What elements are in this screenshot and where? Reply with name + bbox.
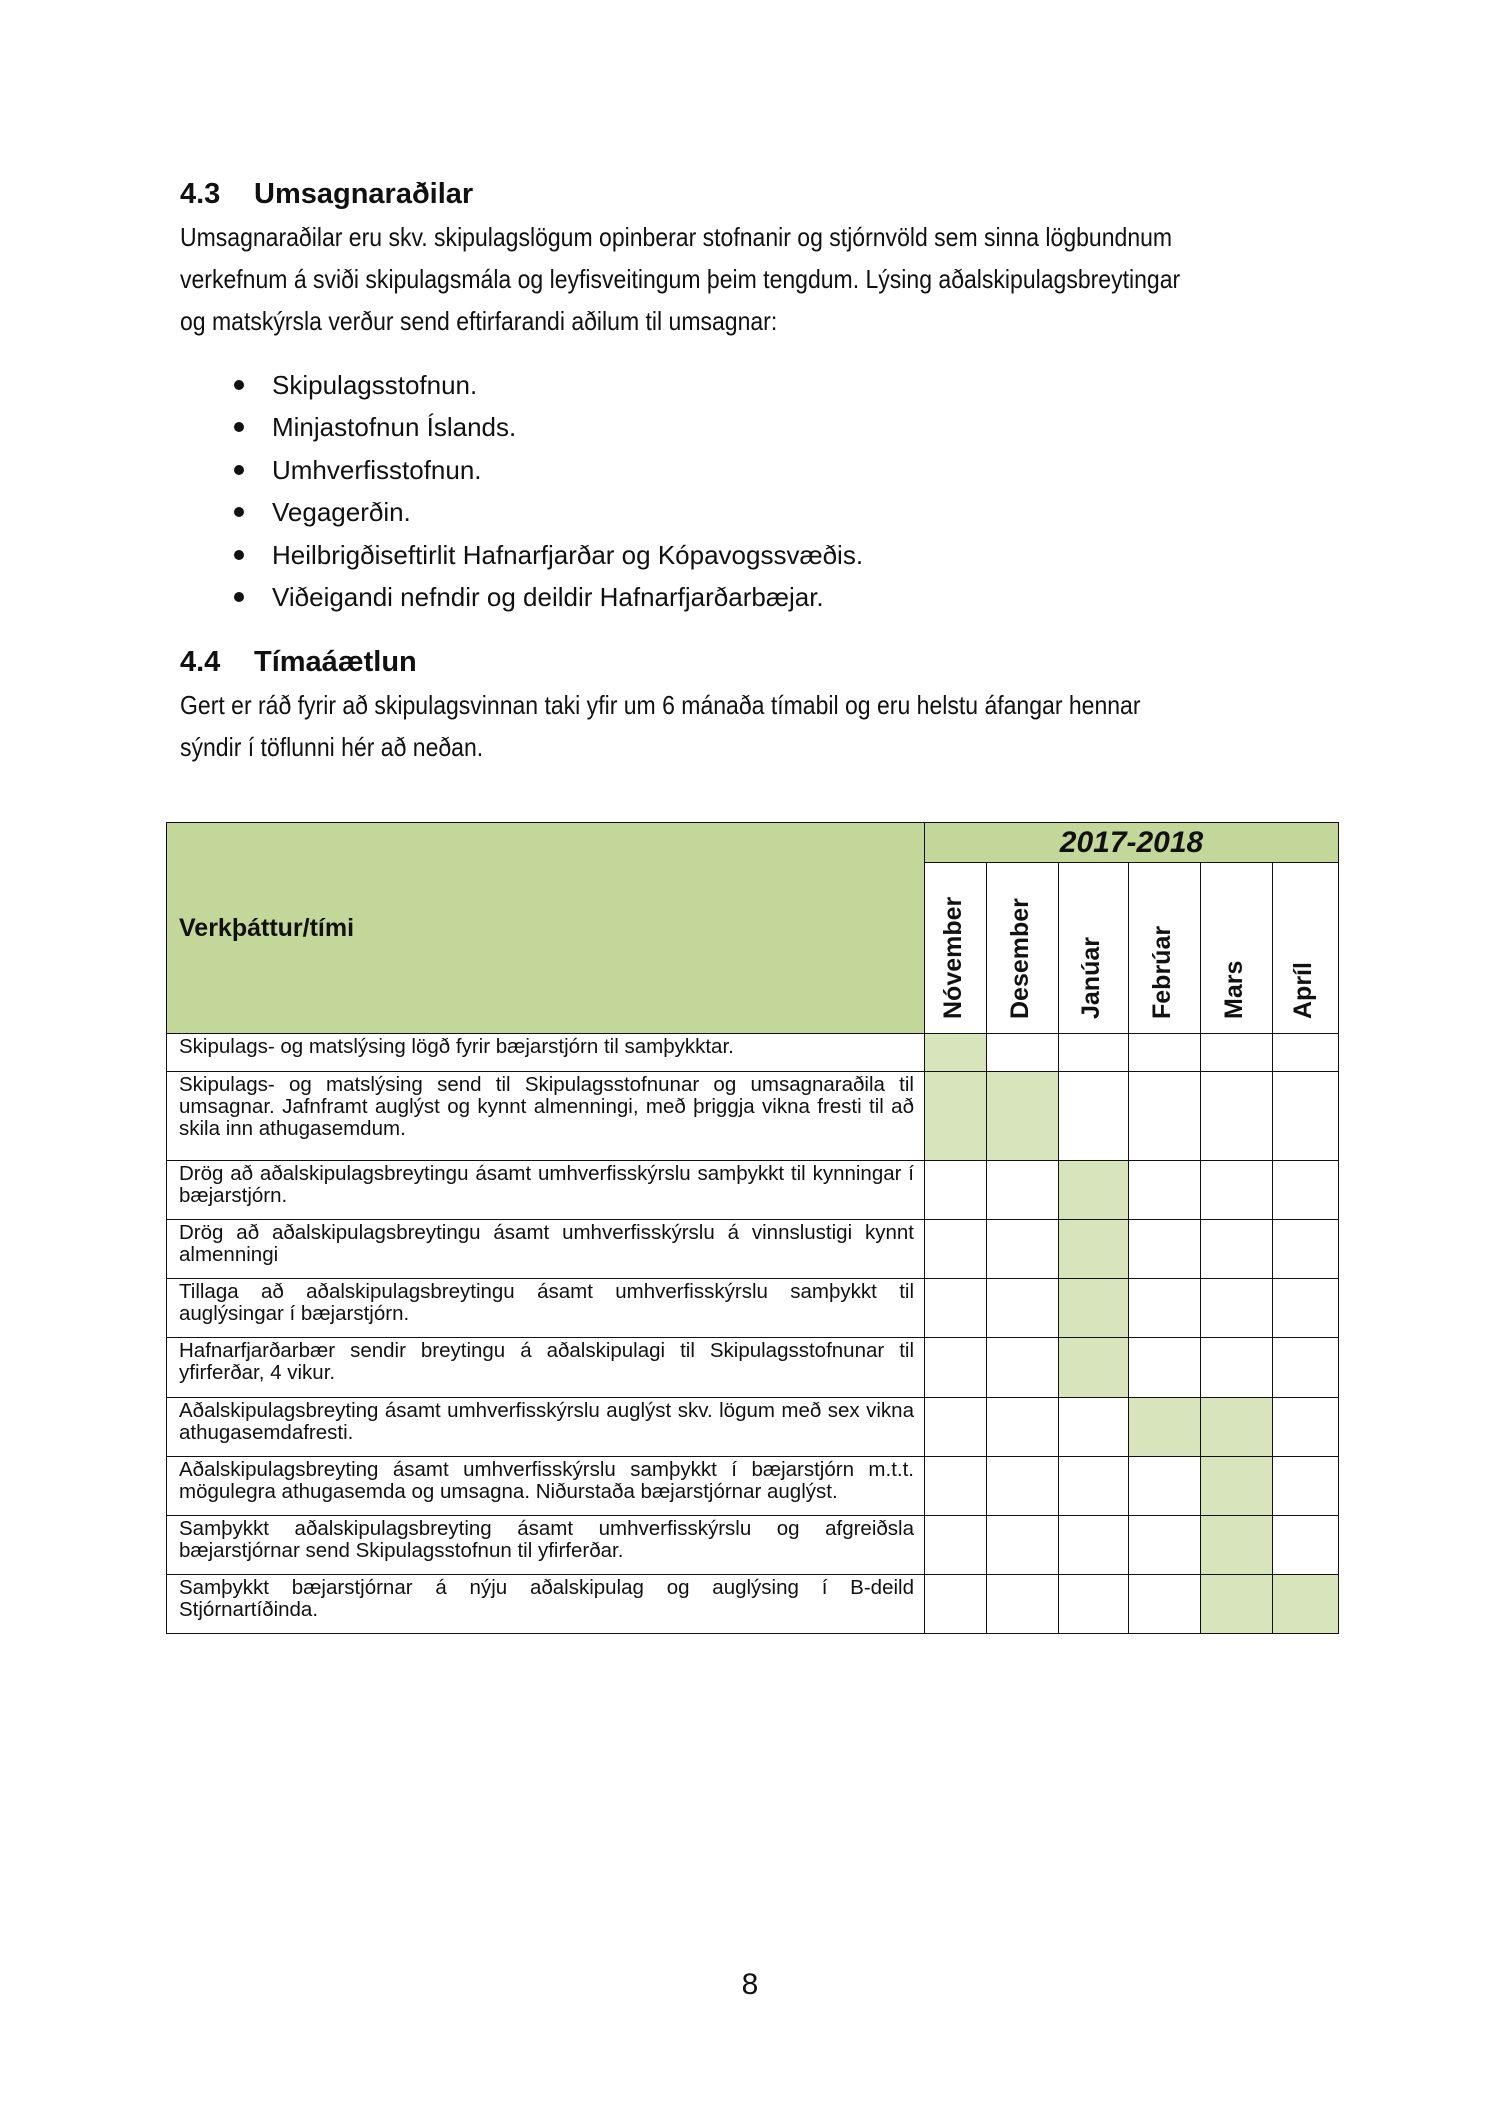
schedule-cell [987,1575,1059,1634]
table-row [167,1575,1339,1634]
table-row [167,1398,1339,1457]
schedule-cell [1129,1072,1201,1161]
schedule-cell [987,1457,1059,1516]
list-item: Viðeigandi nefndir og deildir Hafnarfjarðarbæjar. [180,576,863,618]
section-title: Umsagnaraðilar [254,178,474,210]
schedule-cell [1273,1161,1339,1220]
section-paragraph-4-4: Gert er ráð fyrir að skipulagsvinnan taki yfir um 6 mánaða tímabil og eru helstu áfangar hennar sýndir í töflunni hér að neðan. [180,690,1141,762]
schedule-cell [1059,1398,1129,1457]
schedule-cell [925,1575,987,1634]
schedule-cell [1273,1279,1339,1338]
table-row [167,1516,1339,1575]
bullet-list [180,364,863,618]
schedule-cell [1129,1034,1201,1072]
table-row [167,1457,1339,1516]
schedule-cell [1129,1161,1201,1220]
schedule-cell-active [987,1072,1059,1161]
month-label: Desember [1005,898,1034,1019]
schedule-cell-active [1059,1338,1129,1398]
section-number: 4.3 [180,178,221,210]
schedule-cell [987,1398,1059,1457]
month-header-december [987,863,1059,1034]
schedule-cell-active [1059,1220,1129,1279]
schedule-cell [925,1161,987,1220]
schedule-cell [1059,1516,1129,1575]
task-label: Skipulags- og matslýsing send til Skipulagsstofnunar og umsagnaraðila til umsagnar. Jafnframt auglýst og kynnt almenningi, með þriggja vikna fresti til að skila inn athugasemdum. [167,1072,925,1161]
schedule-cell [987,1279,1059,1338]
table-row [167,1072,1339,1161]
month-label: Janúar [1076,937,1105,1019]
schedule-cell [1273,1072,1339,1161]
schedule-cell [925,1516,987,1575]
schedule-cell [987,1161,1059,1220]
month-label: Apríl [1288,962,1317,1019]
task-label: Samþykkt bæjarstjórnar á nýju aðalskipulag og auglýsing í B-deild Stjórnartíðinda. [167,1575,925,1634]
schedule-cell [925,1338,987,1398]
schedule-cell [1129,1516,1201,1575]
task-label: Tillaga að aðalskipulagsbreytingu ásamt umhverfisskýrslu samþykkt til auglýsingar í bæjarstjórn. [167,1279,925,1338]
section-heading-4-3 [180,178,473,211]
schedule-cell-active [1129,1398,1201,1457]
task-label: Skipulags- og matslýsing lögð fyrir bæjarstjórn til samþykktar. [167,1034,925,1072]
section-number: 4.4 [180,646,221,678]
schedule-cell [1129,1575,1201,1634]
month-label: Febrúar [1147,925,1176,1019]
month-header-april [1273,863,1339,1034]
month-label: Nóvember [938,896,967,1019]
schedule-cell [925,1220,987,1279]
task-label: Drög að aðalskipulagsbreytingu ásamt umhverfisskýrslu á vinnslustigi kynnt almenningi [167,1220,925,1279]
table-row [167,1220,1339,1279]
schedule-cell [1273,1338,1339,1398]
schedule-cell [1059,1457,1129,1516]
schedule-cell-active [1273,1575,1339,1634]
schedule-cell [1129,1457,1201,1516]
schedule-cell [987,1516,1059,1575]
month-header-november [925,863,987,1034]
task-column-header: Verkþáttur/tími [167,823,925,1034]
schedule-cell [925,1398,987,1457]
schedule-cell [1129,1220,1201,1279]
schedule-cell [1059,1072,1129,1161]
task-label: Aðalskipulagsbreyting ásamt umhverfisskýrslu auglýst skv. lögum með sex vikna athugasemdafresti. [167,1398,925,1457]
schedule-cell [1273,1398,1339,1457]
schedule-cell-active [1059,1161,1129,1220]
schedule-cell-active [1201,1575,1273,1634]
schedule-cell [1273,1457,1339,1516]
schedule-cell-active [1201,1516,1273,1575]
list-item: Skipulagsstofnun. [180,364,863,406]
schedule-cell [1273,1034,1339,1072]
schedule-cell-active [1059,1279,1129,1338]
list-item: Vegagerðin. [180,491,863,533]
schedule-cell [1129,1279,1201,1338]
section-title: Tímaáætlun [254,646,417,678]
list-item: Umhverfisstofnun. [180,449,863,491]
section-paragraph-4-3: Umsagnaraðilar eru skv. skipulagslögum opinberar stofnanir og stjórnvöld sem sinna lögbundnum verkefnum á sviði skipulagsmála og leyfisveitingum þeim tengdum. Lýsing aðalskipulagsbreytingar og matskýrsla verður send eftirfarandi aðilum til umsagnar: [180,222,1181,336]
schedule-cell [1201,1338,1273,1398]
schedule-cell-active [1201,1457,1273,1516]
schedule-cell [1273,1516,1339,1575]
month-label: Mars [1219,960,1248,1019]
schedule-cell [1201,1161,1273,1220]
table-row [167,1279,1339,1338]
list-item: Heilbrigðiseftirlit Hafnarfjarðar og Kópavogssvæðis. [180,534,863,576]
task-label: Aðalskipulagsbreyting ásamt umhverfisskýrslu samþykkt í bæjarstjórn m.t.t. mögulegra athugasemda og umsagna. Niðurstaða bæjarstjórnar auglýst. [167,1457,925,1516]
schedule-cell [987,1034,1059,1072]
schedule-cell [1059,1034,1129,1072]
page-number: 8 [741,1968,759,2001]
schedule-cell [1201,1072,1273,1161]
section-heading-4-4 [180,646,417,679]
schedule-cell [987,1220,1059,1279]
month-header-february [1129,863,1201,1034]
schedule-cell [1201,1220,1273,1279]
task-label: Samþykkt aðalskipulagsbreyting ásamt umhverfisskýrslu og afgreiðsla bæjarstjórnar send Skipulagsstofnun til yfirferðar. [167,1516,925,1575]
schedule-cell [1201,1034,1273,1072]
task-label: Drög að aðalskipulagsbreytingu ásamt umhverfisskýrslu samþykkt til kynningar í bæjarstjórn. [167,1161,925,1220]
month-header-january [1059,863,1129,1034]
schedule-body [167,1034,1339,1634]
schedule-cell [925,1457,987,1516]
month-header-march [1201,863,1273,1034]
schedule-cell [925,1279,987,1338]
table-row [167,1161,1339,1220]
year-header: 2017-2018 [925,823,1339,863]
schedule-cell-active [925,1072,987,1161]
schedule-cell-active [1201,1398,1273,1457]
task-label: Hafnarfjarðarbær sendir breytingu á aðalskipulagi til Skipulagsstofnunar til yfirferðar, 4 vikur. [167,1338,925,1398]
list-item: Minjastofnun Íslands. [180,406,863,448]
table-row [167,1034,1339,1072]
schedule-cell [1201,1279,1273,1338]
schedule-table [166,822,1339,1634]
schedule-cell [987,1338,1059,1398]
schedule-cell [1273,1220,1339,1279]
table-row [167,1338,1339,1398]
schedule-cell-active [925,1034,987,1072]
schedule-cell [1059,1575,1129,1634]
schedule-cell [1129,1338,1201,1398]
